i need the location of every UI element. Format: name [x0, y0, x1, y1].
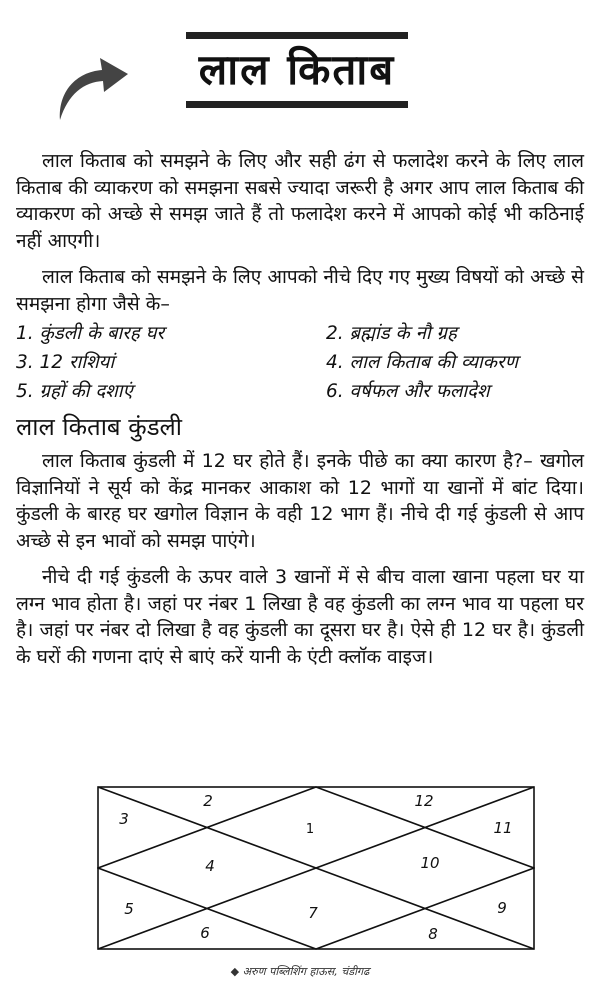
- house-9-label: 9: [497, 899, 507, 917]
- house-11-label: 11: [493, 819, 513, 837]
- house-12-label: 12: [414, 792, 434, 810]
- main-content: [16, 148, 584, 670]
- house-5-label: 5: [124, 900, 134, 918]
- title-bottom-bar: [186, 101, 408, 108]
- topic-item: 1. कुंडली के बारह घर: [16, 323, 165, 344]
- kundli-paragraph: लाल किताब कुंडली में 12 घर होते हैं। इनके पीछे का क्या कारण है?– खगोल विज्ञानियों ने सूर्य को केंद्र मानकर आकाश को 12 भागों या खानों में बांट दिया। कुंडली के बारह घर खगोल विज्ञान के वही 12 भाग हैं। नीचे दी गई कुंडली से आप अच्छे से इन भावों को समझ पाएंगे।: [16, 450, 584, 552]
- page-title: लाल किताब: [198, 45, 396, 94]
- house-6-label: 6: [200, 924, 210, 942]
- houses-paragraph: नीचे दी गई कुंडली के ऊपर वाले 3 खानों में से बीच वाला खाना पहला घर या लग्न भाव होता है। जहां पर नंबर 1 लिखा है वह कुंडली का लग्न भाव या पहला घर है। जहां पर नंबर दो लिखा है वह कुंडली का दूसरा घर है। ऐसे ही 12 घर है। कुंडली के घरों की गणना दाएं से बाएं करें यानी के एंटी क्लॉक वाइज।: [16, 566, 584, 668]
- publisher-name: अरुण पब्लिशिंग हाऊस, चंडीगढ: [242, 965, 370, 978]
- topic-item: 2. ब्रह्मांड के नौ ग्रह: [326, 323, 457, 344]
- house-8-label: 8: [428, 925, 438, 943]
- title-block: [186, 32, 408, 108]
- kundli-chart: [97, 786, 535, 950]
- topics-list: [16, 319, 584, 406]
- section-heading: लाल किताब कुंडली: [16, 413, 183, 441]
- topics-intro-paragraph: लाल किताब को समझने के लिए आपको नीचे दिए गए मुख्य विषयों को अच्छे से समझना होगा जैसे के–: [16, 266, 584, 315]
- publisher-footer: [0, 964, 600, 979]
- topic-item: 3. 12 राशियां: [16, 352, 115, 373]
- house-1-label: 1: [305, 822, 315, 837]
- house-2-label: 2: [203, 792, 213, 810]
- house-10-label: 10: [420, 854, 440, 872]
- house-3-label: 3: [119, 810, 129, 828]
- topic-item: 4. लाल किताब की व्याकरण: [326, 352, 518, 373]
- diamond-bullet-icon: ◆: [230, 965, 243, 978]
- topic-item: 5. ग्रहों की दशाएं: [16, 381, 133, 402]
- curved-arrow-icon: [52, 50, 132, 122]
- house-4-label: 4: [205, 857, 215, 875]
- title-top-bar: [186, 32, 408, 39]
- topic-item: 6. वर्षफल और फलादेश: [326, 381, 490, 402]
- intro-paragraph: लाल किताब को समझने के लिए और सही ढंग से फलादेश करने के लिए लाल किताब की व्याकरण को समझना सबसे ज्यादा जरूरी है अगर आप लाल किताब की व्याकरण को अच्छे से समझ जाते हैं तो फलादेश करने में आपको कोई भी कठिनाई नहीं आएगी।: [16, 150, 584, 252]
- house-7-label: 7: [308, 904, 318, 922]
